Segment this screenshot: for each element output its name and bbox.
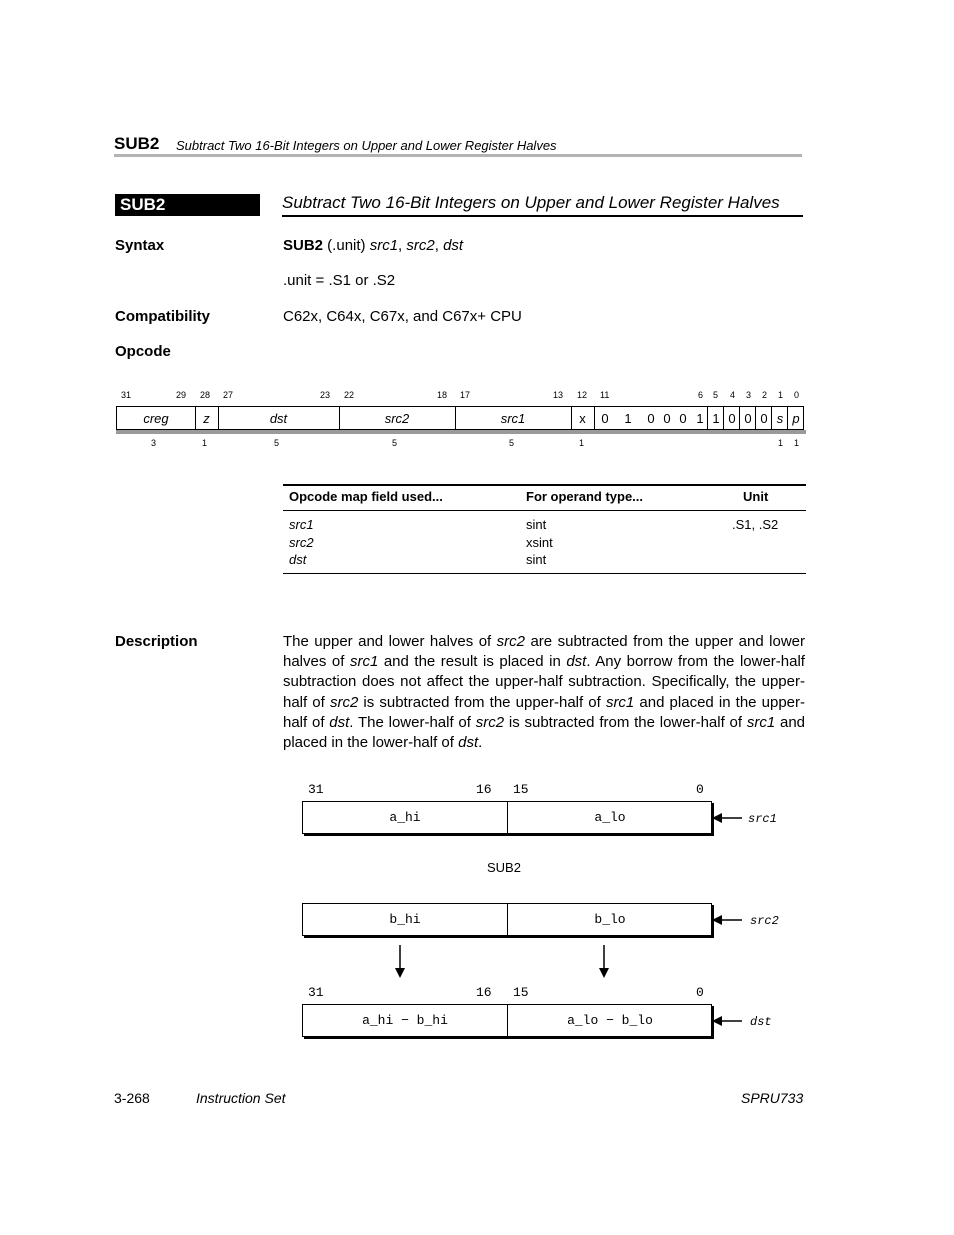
field-width: 1 (794, 438, 800, 448)
bit-number: 17 (460, 390, 471, 400)
syntax-src1: src1 (369, 237, 399, 254)
field-width: 5 (509, 438, 515, 448)
section-rule (282, 215, 803, 217)
opcode-bit: 0 (601, 411, 609, 426)
syntax-comma: , (434, 237, 444, 254)
src1-register (302, 801, 712, 834)
diagram-bit-number: 31 (308, 985, 324, 1000)
opcode-field-s: s (776, 411, 784, 426)
dst-hi-half: a_hi − b_hi (362, 1013, 448, 1028)
syntax-unit-line: .unit = .S1 or .S2 (283, 272, 396, 289)
src2-register (302, 903, 712, 936)
description-label: Description (115, 633, 198, 650)
table-cell-type: xsint (526, 535, 553, 550)
opcode-field-src2: src2 (384, 411, 410, 426)
diagram-bit-number: 16 (476, 985, 492, 1000)
field-width: 5 (274, 438, 280, 448)
table-bottom-rule (283, 573, 806, 574)
bit-number: 23 (320, 390, 331, 400)
bit-number: 6 (698, 390, 704, 400)
description-paragraph: The upper and lower halves of src2 are subtracted from the upper and lower halves of src1 and the result is placed in dst. Any borrow from the lower-half subtraction does not affect the upper-half subtraction. Specifically, the upper-half of src2 is subtracted from the upper-half of src1 and placed in the upper-half of dst. The lower-half of src2 is subtracted from the lower-half of src1 and placed in the lower-half of dst. (283, 633, 806, 752)
opcode-bit: 0 (760, 411, 768, 426)
field-width: 3 (151, 438, 157, 448)
src2-lo-half: b_lo (594, 912, 626, 927)
bit-number: 3 (746, 390, 752, 400)
table-cell-field: dst (289, 552, 307, 567)
src2-hi-half: b_hi (389, 912, 421, 927)
bit-number: 18 (437, 390, 448, 400)
syntax-label: Syntax (115, 237, 165, 254)
dst-register (302, 1004, 712, 1037)
src2-register-label: src2 (750, 914, 779, 928)
diagram-bit-number: 0 (696, 985, 704, 1000)
diagram-bit-number: 15 (513, 985, 529, 1000)
syntax-src2: src2 (406, 237, 435, 254)
syntax-mnemonic: SUB2 (283, 237, 324, 254)
syntax-comma: , (398, 237, 407, 254)
opcode-field-creg: creg (143, 411, 169, 426)
bit-number: 1 (778, 390, 784, 400)
table-header-rule (283, 510, 806, 511)
diagram-bit-number: 0 (696, 782, 704, 797)
compatibility-label: Compatibility (115, 308, 211, 325)
syntax-dst: dst (443, 237, 464, 254)
diagram-bit-number: 16 (476, 782, 492, 797)
opcode-bit: 0 (663, 411, 671, 426)
diagram-bit-number: 15 (513, 782, 529, 797)
opcode-label: Opcode (115, 343, 171, 360)
field-width: 5 (392, 438, 398, 448)
bit-number: 0 (794, 390, 800, 400)
bit-number: 28 (200, 390, 211, 400)
bit-number: 2 (762, 390, 768, 400)
opcode-bit: 1 (624, 411, 632, 426)
field-width: 1 (579, 438, 585, 448)
footer-page-number: 3-268 (114, 1090, 150, 1106)
opcode-bit: 0 (728, 411, 736, 426)
arrow-down-icon (393, 945, 407, 978)
bit-number: 27 (223, 390, 234, 400)
arrow-left-icon (712, 1014, 742, 1028)
bit-number: 31 (121, 390, 132, 400)
bit-number: 5 (713, 390, 719, 400)
table-cell-unit: .S1, .S2 (732, 517, 779, 532)
syntax-unit: (.unit) (323, 237, 370, 254)
opcode-field-z: z (203, 411, 210, 426)
bit-number: 29 (176, 390, 187, 400)
bit-number: 11 (600, 390, 610, 400)
footer-doc-id: SPRU733 (741, 1090, 804, 1106)
arrow-left-icon (712, 913, 742, 927)
syntax-line (283, 237, 463, 254)
opcode-field-x: x (579, 411, 586, 426)
opcode-box-shadow (116, 430, 806, 434)
opcode-bit: 0 (744, 411, 752, 426)
opcode-field-dst: dst (269, 411, 288, 426)
bit-number: 13 (553, 390, 564, 400)
running-header-mnemonic: SUB2 (114, 134, 160, 153)
bit-number: 22 (344, 390, 355, 400)
bit-number: 4 (730, 390, 736, 400)
footer-section: Instruction Set (196, 1090, 286, 1106)
operation-label: SUB2 (487, 860, 521, 875)
dst-register-label: dst (750, 1015, 772, 1029)
src1-register-label: src1 (748, 812, 777, 826)
opcode-field-src1: src1 (500, 411, 526, 426)
opcode-bit: 0 (647, 411, 655, 426)
opcode-bit: 0 (679, 411, 687, 426)
src1-hi-half: a_hi (389, 810, 421, 825)
section-title: Subtract Two 16-Bit Integers on Upper and Lower Register Halves (282, 193, 780, 212)
field-width: 1 (202, 438, 208, 448)
opcode-bit: 1 (712, 411, 720, 426)
table-cell-field: src2 (289, 535, 314, 550)
opcode-bit: 1 (696, 411, 704, 426)
section-mnemonic: SUB2 (120, 195, 166, 214)
src1-lo-half: a_lo (594, 810, 626, 825)
section-tab (115, 194, 260, 216)
field-width: 1 (778, 438, 784, 448)
opcode-field-box (116, 406, 804, 430)
header-rule (114, 154, 802, 157)
table-header-field: Opcode map field used... (289, 489, 443, 504)
arrow-left-icon (712, 811, 742, 825)
table-cell-type: sint (526, 552, 547, 567)
dst-lo-half: a_lo − b_lo (567, 1013, 653, 1028)
table-cell-type: sint (526, 517, 547, 532)
diagram-bit-number: 31 (308, 782, 324, 797)
running-header-subtitle: Subtract Two 16-Bit Integers on Upper and Lower Register Halves (176, 138, 557, 153)
compatibility-value: C62x, C64x, C67x, and C67x+ CPU (283, 308, 522, 325)
table-header-type: For operand type... (526, 489, 644, 504)
table-header-unit: Unit (743, 489, 769, 504)
bit-number: 12 (577, 390, 588, 400)
opcode-field-p: p (792, 411, 800, 426)
table-cell-field: src1 (289, 517, 314, 532)
arrow-down-icon (597, 945, 611, 978)
table-top-rule (283, 484, 806, 486)
